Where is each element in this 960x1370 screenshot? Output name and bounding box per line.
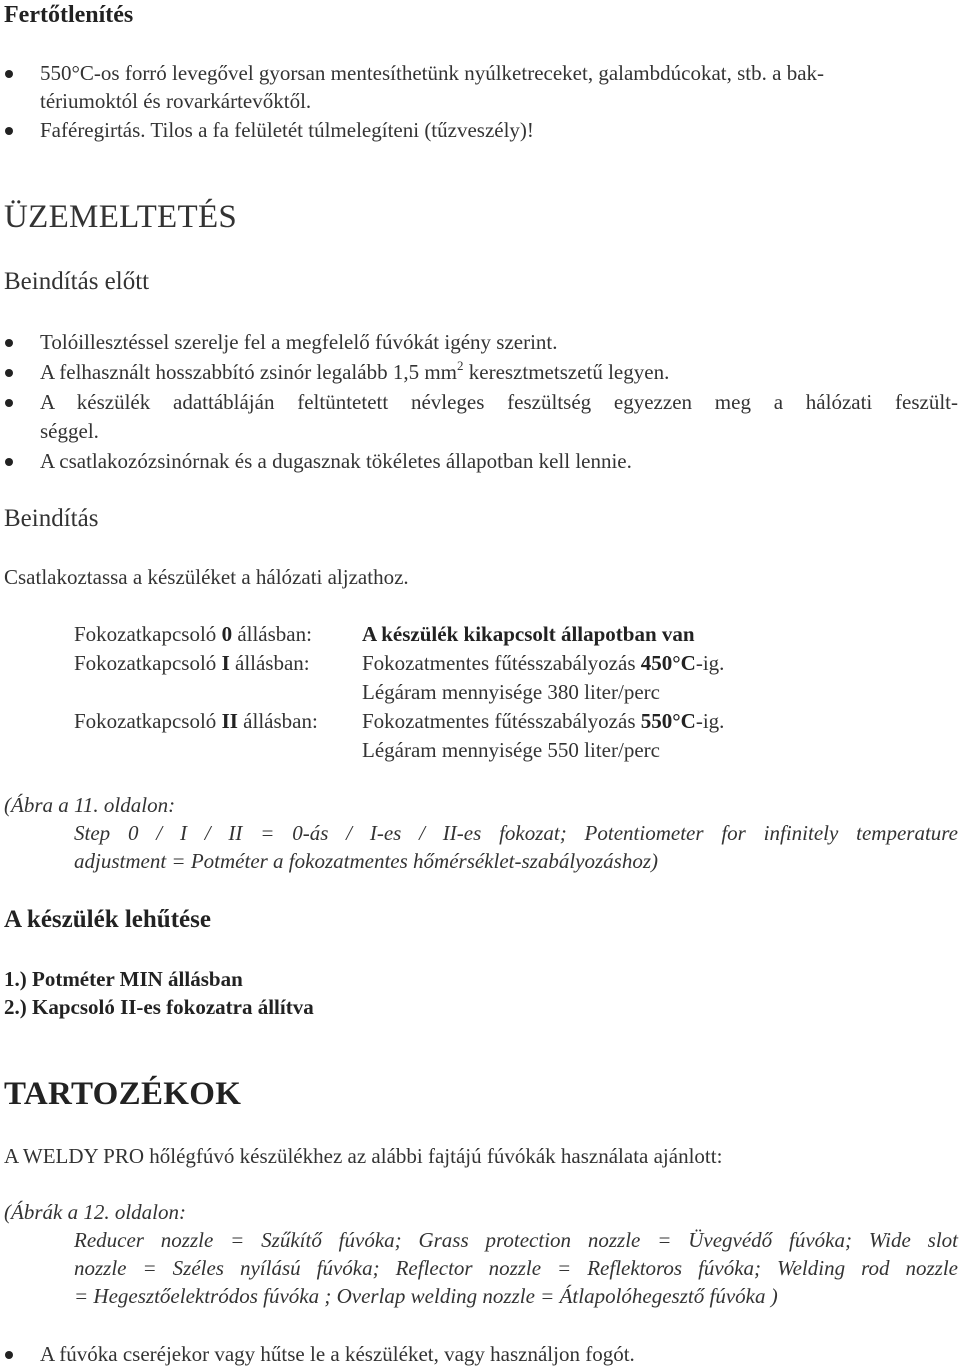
bullet-icon bbox=[5, 339, 13, 347]
figure-caption-line: nozzle = Széles nyílású fúvóka; Reflector nozzle = Reflektoros fúvóka; Welding rod nozzle bbox=[74, 1256, 958, 1280]
paragraph-line: 550°C-os forró levegővel gyorsan mentesíthetünk nyúlketreceket, galambdúcokat, stb. a bak- bbox=[40, 61, 825, 85]
text-span: Fokozatkapcsoló bbox=[74, 709, 222, 733]
paragraph-line: tériumoktól és rovarkártevőktől. bbox=[40, 89, 312, 113]
chapter-heading-uzemeltetes: ÜZEMELTETÉS bbox=[4, 199, 238, 235]
text-span: Fokozatkapcsoló bbox=[74, 651, 222, 675]
paragraph-line bbox=[40, 360, 669, 385]
text-span: -ig. bbox=[695, 651, 725, 675]
subheading-beinditas-elott: Beindítás előtt bbox=[4, 268, 150, 295]
temperature-value: 550°C bbox=[640, 709, 696, 733]
figure-reference: (Ábrák a 12. oldalon: bbox=[4, 1200, 186, 1224]
bullet-icon bbox=[5, 399, 13, 407]
paragraph-line: A fúvóka cseréjekor vagy hűtse le a készüléket, vagy használjon fogót. bbox=[40, 1342, 635, 1366]
switch-desc-2-airflow: Légáram mennyisége 550 liter/perc bbox=[362, 738, 660, 762]
text-span: A felhasznált hosszabbító zsinór legalább 1,5 mm bbox=[40, 360, 457, 384]
paragraph-line: Faféregirtás. Tilos a fa felületét túlmelegíteni (tűzveszély)! bbox=[40, 118, 534, 142]
text-span: Fokozatmentes fűtésszabályozás bbox=[362, 709, 641, 733]
cooling-step: 1.) Potméter MIN állásban bbox=[4, 967, 243, 991]
bullet-icon bbox=[5, 458, 13, 466]
switch-desc-1 bbox=[362, 651, 724, 676]
figure-caption-line: adjustment = Potméter a fokozatmentes hőmérséklet-szabályozáshoz) bbox=[74, 849, 659, 873]
superscript: 2 bbox=[457, 358, 464, 373]
text-span: Fokozatmentes fűtésszabályozás bbox=[362, 651, 641, 675]
switch-desc-2 bbox=[362, 709, 724, 734]
text-span: Fokozatkapcsoló bbox=[74, 622, 222, 646]
switch-label-2 bbox=[74, 709, 318, 734]
switch-label-0 bbox=[74, 622, 312, 647]
switch-label-1 bbox=[74, 651, 310, 676]
text-span: állásban: bbox=[229, 651, 310, 675]
switch-position: I bbox=[221, 651, 230, 675]
paragraph-line: A készülék adattábláján feltüntetett névleges feszültség egyezzen meg a hálózati feszült- bbox=[40, 390, 958, 414]
figure-caption-line: Step 0 / I / II = 0-ás / I-es / II-es fokozat; Potentiometer for infinitely temperature bbox=[74, 821, 958, 845]
paragraph-line: Csatlakoztassa a készüléket a hálózati aljzathoz. bbox=[4, 565, 409, 589]
cooling-step: 2.) Kapcsoló II-es fokozatra állítva bbox=[4, 995, 314, 1019]
bullet-icon bbox=[5, 1351, 13, 1359]
figure-caption-line: Reducer nozzle = Szűkítő fúvóka; Grass protection nozzle = Üvegvédő fúvóka; Wide slot bbox=[74, 1228, 958, 1252]
section-heading-fertotlenites: Fertőtlenítés bbox=[4, 2, 134, 28]
chapter-heading-tartozekok: TARTOZÉKOK bbox=[4, 1076, 242, 1112]
text-span: állásban: bbox=[232, 622, 312, 646]
paragraph-line: A csatlakozózsinórnak és a dugasznak tökéletes állapotban kell lennie. bbox=[40, 449, 632, 473]
text-span: keresztmetszetű legyen. bbox=[463, 360, 670, 384]
paragraph-line: séggel. bbox=[40, 419, 99, 443]
subheading-lehutes: A készülék lehűtése bbox=[4, 906, 211, 933]
text-span: állásban: bbox=[237, 709, 318, 733]
switch-desc-0: A készülék kikapcsolt állapotban van bbox=[362, 622, 695, 646]
subheading-beinditas: Beindítás bbox=[4, 505, 99, 532]
text-span: -ig. bbox=[695, 709, 725, 733]
switch-position: 0 bbox=[221, 622, 233, 646]
switch-position: II bbox=[221, 709, 238, 733]
bullet-icon bbox=[5, 127, 13, 135]
bullet-icon bbox=[5, 70, 13, 78]
switch-desc-1-airflow: Légáram mennyisége 380 liter/perc bbox=[362, 680, 660, 704]
figure-caption-line: = Hegesztőelektródos fúvóka ; Overlap welding nozzle = Átlapolóhegesztő fúvóka ) bbox=[74, 1284, 778, 1308]
bullet-icon bbox=[5, 369, 13, 377]
paragraph-line: Tolóillesztéssel szerelje fel a megfelelő fúvókát igény szerint. bbox=[40, 330, 558, 354]
paragraph-line: A WELDY PRO hőlégfúvó készülékhez az alábbi fajtájú fúvókák használata ajánlott: bbox=[4, 1144, 723, 1168]
figure-reference: (Ábra a 11. oldalon: bbox=[4, 793, 176, 817]
temperature-value: 450°C bbox=[640, 651, 696, 675]
